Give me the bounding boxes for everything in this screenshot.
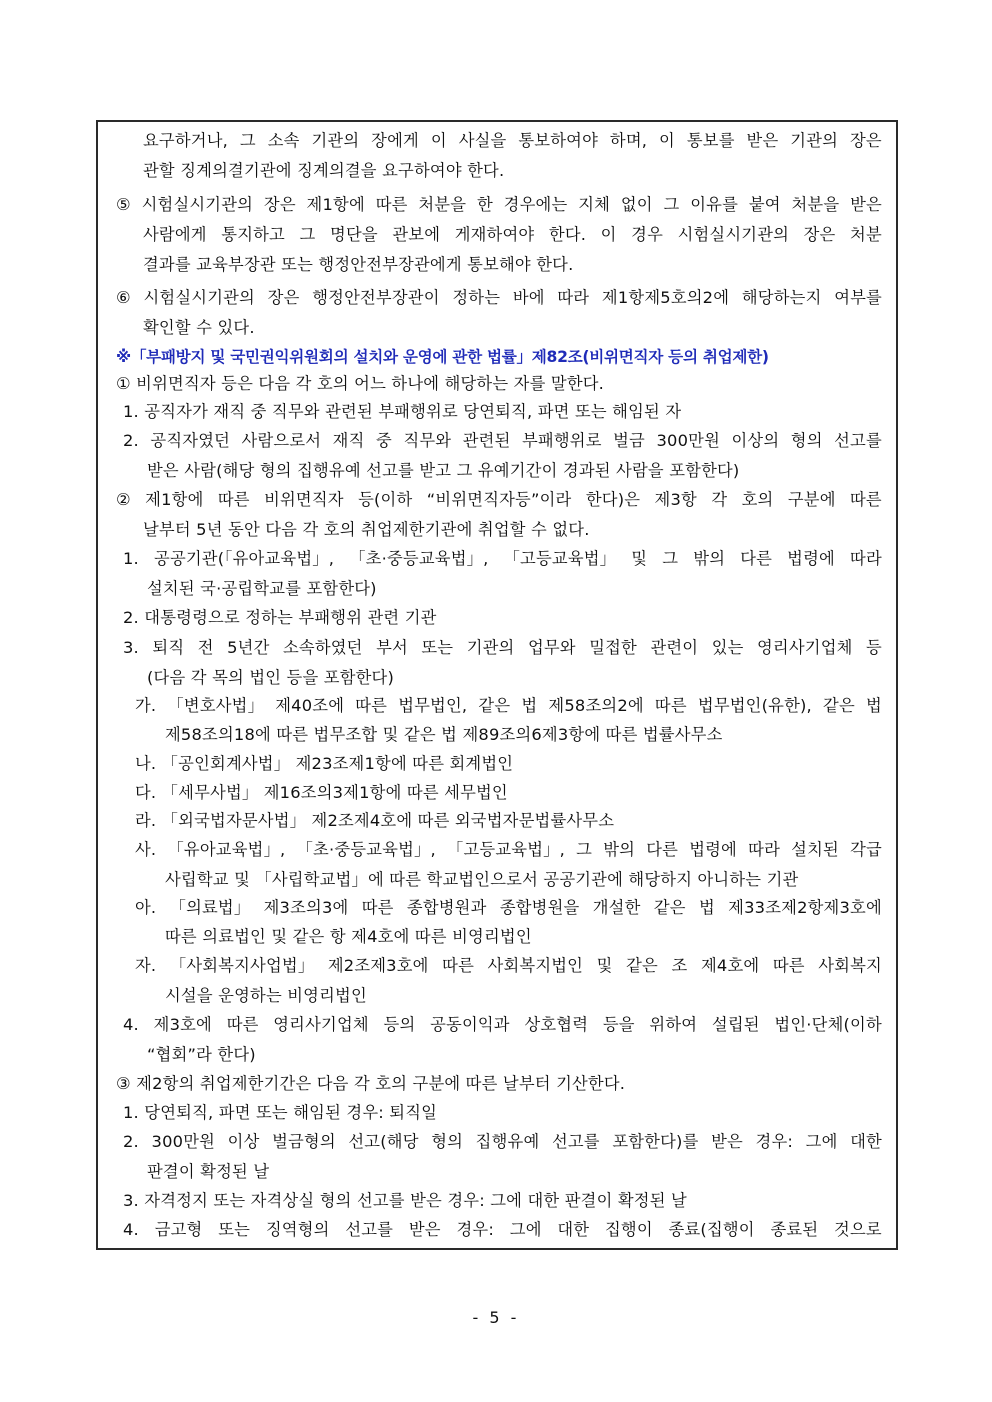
text-line: (다음 각 목의 법인 등을 포함한다) xyxy=(147,668,395,687)
text-line: 다. 「세무사법」 제16조의3제1항에 따른 세무법인 xyxy=(135,783,508,802)
text-line: 아. 「의료법」 제3조의3에 따른 종합병원과 종합병원을 개설한 같은 법 제33조제2항제3호에 xyxy=(135,898,882,917)
text-line: ⑥ 시험실시기관의 장은 행정안전부장관이 정하는 바에 따라 제1항제5호의2에 해당하는지 여부를 xyxy=(116,288,882,307)
text-line: 3. 자격정지 또는 자격상실 형의 선고를 받은 경우: 그에 대한 판결이 확정된 날 xyxy=(123,1191,687,1210)
text-line: 1. 당연퇴직, 파면 또는 해임된 경우: 퇴직일 xyxy=(123,1103,438,1122)
page-number: - 5 - xyxy=(472,1308,520,1327)
text-line: 1. 공직자가 재직 중 직무와 관련된 부패행위로 당연퇴직, 파면 또는 해임된 자 xyxy=(123,402,682,421)
text-line: 4. 제3호에 따른 영리사기업체 등의 공동이익과 상호협력 등을 위하여 설립된 법인·단체(이하 xyxy=(123,1015,882,1034)
text-line: 관할 징계의결기관에 징계의결을 요구하여야 한다. xyxy=(143,161,505,180)
text-line: 확인할 수 있다. xyxy=(143,318,255,337)
text-line: 1. 공공기관(「유아교육법」, 「초·중등교육법」, 「고등교육법」 및 그 밖의 다른 법령에 따라 xyxy=(123,549,882,568)
text-line: “협회”라 한다) xyxy=(147,1045,256,1064)
law-heading: ※「부패방지 및 국민권익위원회의 설치와 운영에 관한 법률」제82조(비위면직자 등의 취업제한) xyxy=(116,348,769,366)
text-line: 결과를 교육부장관 또는 행정안전부장관에게 통보해야 한다. xyxy=(143,255,574,274)
text-line: 받은 사람(해당 형의 집행유예 선고를 받고 그 유예기간이 경과된 사람을 포함한다) xyxy=(147,461,740,480)
text-line: 3. 퇴직 전 5년간 소속하였던 부서 또는 기관의 업무와 밀접한 관련이 있는 영리사기업체 등 xyxy=(123,638,882,657)
text-line: 라. 「외국법자문사법」 제2조제4호에 따른 외국법자문법률사무소 xyxy=(135,811,615,830)
text-line: 제58조의18에 따른 법무조합 및 같은 법 제89조의6제3항에 따른 법률사무소 xyxy=(165,725,723,744)
text-line: 가. 「변호사법」 제40조에 따른 법무법인, 같은 법 제58조의2에 따른 법무법인(유한), 같은 법 xyxy=(135,696,882,715)
text-line: ② 제1항에 따른 비위면직자 등(이하 “비위면직자등”이라 한다)은 제3항 각 호의 구분에 따른 xyxy=(116,490,882,509)
text-line: 날부터 5년 동안 다음 각 호의 취업제한기관에 취업할 수 없다. xyxy=(143,520,590,539)
text-line: 2. 공직자였던 사람으로서 재직 중 직무와 관련된 부패행위로 벌금 300만원 이상의 형의 선고를 xyxy=(123,431,882,450)
text-line: ③ 제2항의 취업제한기간은 다음 각 호의 구분에 따른 날부터 기산한다. xyxy=(116,1074,626,1093)
text-line: 4. 금고형 또는 징역형의 선고를 받은 경우: 그에 대한 집행이 종료(집행이 종료된 것으로 xyxy=(123,1220,882,1239)
text-line: 나. 「공인회계사법」 제23조제1항에 따른 회계법인 xyxy=(135,754,514,773)
text-line: ① 비위면직자 등은 다음 각 호의 어느 하나에 해당하는 자를 말한다. xyxy=(116,374,605,393)
text-line: 2. 300만원 이상 벌금형의 선고(해당 형의 집행유예 선고를 포함한다)를 받은 경우: 그에 대한 xyxy=(123,1132,882,1151)
text-line: 따른 의료법인 및 같은 항 제4호에 따른 비영리법인 xyxy=(165,927,532,946)
text-line: ⑤ 시험실시기관의 장은 제1항에 따른 처분을 한 경우에는 지체 없이 그 이유를 붙여 처분을 받은 xyxy=(116,195,882,214)
text-line: 설치된 국·공립학교를 포함한다) xyxy=(147,579,377,598)
text-line: 사. 「유아교육법」, 「초·중등교육법」, 「고등교육법」, 그 밖의 다른 법령에 따라 설치된 각급 xyxy=(135,840,882,859)
text-line: 자. 「사회복지사업법」 제2조제3호에 따른 사회복지법인 및 같은 조 제4호에 따른 사회복지 xyxy=(135,956,882,975)
text-line: 사람에게 통지하고 그 명단을 관보에 게재하여야 한다. 이 경우 시험실시기관의 장은 처분 xyxy=(143,225,882,244)
text-line: 시설을 운영하는 비영리법인 xyxy=(165,986,367,1005)
text-line: 요구하거나, 그 소속 기관의 장에게 이 사실을 통보하여야 하며, 이 통보를 받은 기관의 장은 xyxy=(143,131,882,150)
text-line: 판결이 확정된 날 xyxy=(147,1162,270,1181)
text-line: 2. 대통령령으로 정하는 부패행위 관련 기관 xyxy=(123,608,437,627)
text-line: 사립학교 및 「사립학교법」에 따른 학교법인으로서 공공기관에 해당하지 아니하는 기관 xyxy=(165,870,799,889)
